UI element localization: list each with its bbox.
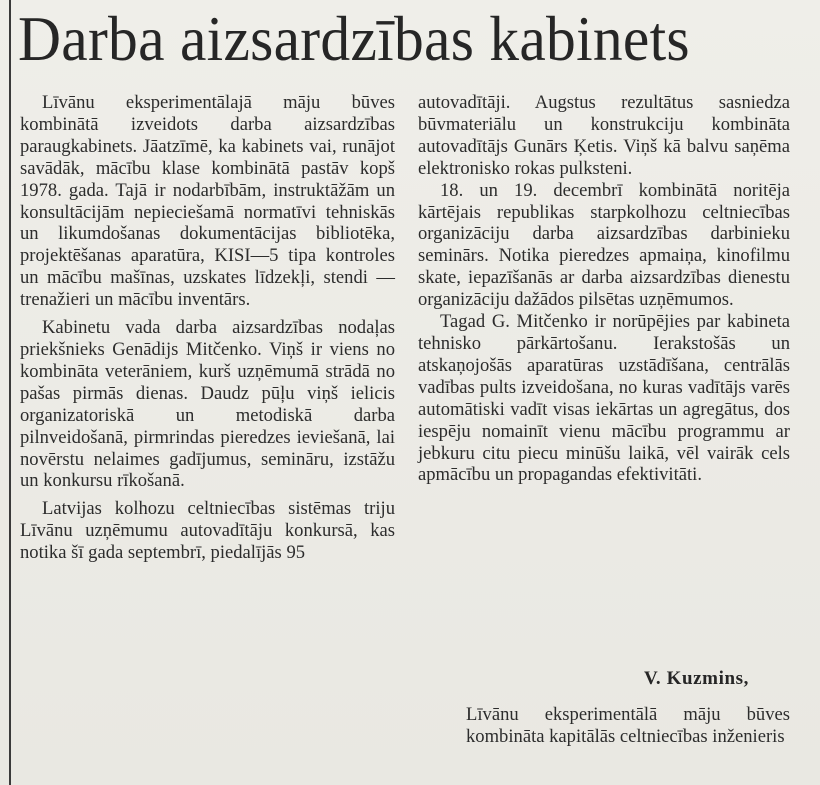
paragraph: Tagad G. Mitčenko ir norūpējies par kabineta tehnisko pārkārtošanu. Ierakstošās un atskaņojošās aparatūras uzstādīšana, centrālās vadības pults izveidošana, no kuras vadītājs varēs automātiski vadīt visas iekārtas un agregātus, dos iespēju nomainīt vienu mācību programmu ar jebkuru citu piecu minūšu laikā, vēl vairāk cels apmācību un propagandas efektivitāti. [418,311,790,486]
column-rule [9,0,11,785]
author-name: V. Kuzmins, [644,668,749,689]
article-headline: Darba aizsardzības kabinets [18,3,690,74]
author-affiliation: Līvānu eksperimentālā māju būves kombināta kapitālās celtniecības inženieris [466,704,790,747]
paragraph: Līvānu eksperimentālajā māju būves kombinātā izveidots darba aizsardzības paraugkabinets. Jāatzīmē, ka kabinets vai, runājot savādāk, mācību klase kombinātā pastāv kopš 1978. gada. Tajā ir nodarbībām, instruktāžām un konsultācijām nepieciešamā normatīvi tehniskās un likumdošanas dokumentācijas bibliotēka, projektēšanas aparatūra, KISI—5 tipa kontroles un mācību mašīnas, uzskates līdzekļi, stendi — trenažieri un mācību inventārs. [20,92,395,311]
paragraph: 18. un 19. decembrī kombinātā noritēja kārtējais republikas starpkolhozu celtniecības organizāciju darba aizsardzības darbinieku seminārs. Notika pieredzes apmaiņa, kinofilmu skate, iepazīšanās ar darba aizsardzības dienestu organizāciju dažādos pilsētas uzņēmumos. [418,179,790,311]
article-column-left [20,92,395,564]
paragraph: Latvijas kolhozu celtniecības sistēmas triju Līvānu uzņēmumu autovadītāju konkursā, kas notika šī gada septembrī, piedalījās 95 [20,498,395,564]
article-column-right [418,92,790,486]
paragraph-continued: autovadītāji. Augstus rezultātus sasniedza būvmateriālu un konstrukciju kombināta autovadītājs Gunārs Ķetis. Viņš kā balvu saņēma elektronisko rokas pulksteni. [418,92,790,179]
paragraph: Kabinetu vada darba aizsardzības nodaļas priekšnieks Genādijs Mitčenko. Viņš ir viens no kombināta veterāniem, kurš uzņēmumā strādā no pašas pirmās dienas. Daudz pūļu viņš ielicis organizatoriskā un metodiskā darba pilnveidošanā, pirmrindas pieredzes ieviešanā, lai novērstu nelaimes gadījumus, semināru, izstāžu un konkursu rīkošanā. [20,317,395,492]
